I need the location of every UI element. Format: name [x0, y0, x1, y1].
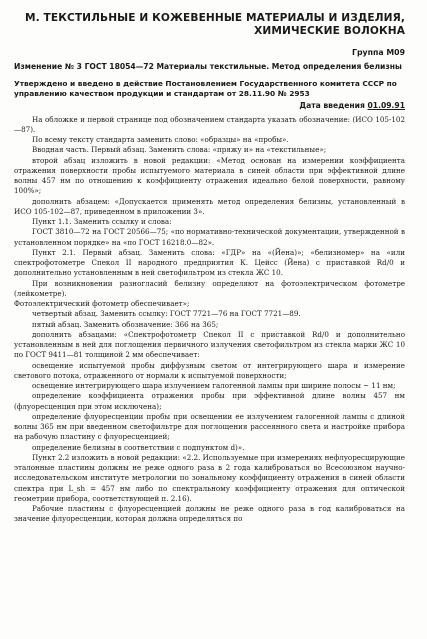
paragraph: Пункт 2.1. Первый абзац. Заменить слова: «ГДР» на «(Йена)»; «белизномер» на «или спектрофотометре Спекол II народного предприятия К. Цейсс (Йена) с приставкой Rd/0 и дополнительно установленным в ней светофильтром из стекла ЖС 10. — [14, 247, 405, 278]
paragraph: дополнить абзацем: «Допускается применять метод определения белизны, установленный в ИСО 105-102—87, приведенном в приложении 3». — [14, 196, 405, 216]
paragraph: При возникновении разногласий белизну определяют на фотоэлектрическом фотометре (лейкометре). — [14, 278, 405, 298]
section-title: М. ТЕКСТИЛЬНЫЕ И КОЖЕВЕННЫЕ МАТЕРИАЛЫ И ИЗДЕЛИЯ, ХИМИЧЕСКИЕ ВОЛОКНА — [24, 12, 405, 37]
paragraph: ГОСТ 3810—72 на ГОСТ 20566—75; «по нормативно-технической документации, утвержденной в установленном порядке» на «по ГОСТ 16218.0—82». — [14, 227, 405, 247]
group-code: Группа М09 — [352, 48, 405, 57]
effective-date-value: 01.09.91 — [367, 101, 405, 111]
paragraph: Рабочие пластины с флуоресценцией должны не реже одного раза в год калиброваться на значение флуоресценции, которая должна определяться по — [14, 504, 405, 524]
paragraph: определение коэффициента отражения пробы при эффективной длине волны 457 нм (флуоресценция при этом исключена); — [14, 391, 405, 411]
effective-date — [14, 101, 405, 111]
paragraph: Пункт 2.2 изложить в новой редакции: «2.2. Используемые при измерениях нефлуоресцирующие эталонные пластины должны не реже одного раза в 2 года калиброваться во Всесоюзном научно-исследовательском институте метрологии по зональному коэффициенту отражения в синей области спектра при L_sh = 457 нм либо по спектральному коэффициенту отражения для оптической геометрии прибора, соответствующей п. 2.16). — [14, 452, 405, 503]
paragraph: определение белизны в соответствии с подпунктом d)». — [32, 442, 245, 452]
paragraph: второй абзац изложить в новой редакции: «Метод основан на измерении коэффициента отражения поверхности пробы испытуемого материала в синей области при эффективной длине волны 457 нм по отношению к коэффициенту отражения идеально белой поверхности, равному 100%»; — [14, 155, 405, 196]
paragraph: По всему тексту стандарта заменить слово: «образцы» на «пробы». — [32, 135, 289, 145]
change-title: Изменение № 3 ГОСТ 18054—72 Материалы текстильные. Метод определения белизны — [14, 62, 402, 72]
paragraph: пятый абзац. Заменить обозначение: 366 на 365; — [32, 319, 219, 329]
effective-date-label: Дата введения — [299, 101, 365, 111]
paragraph: освещение интегрирующего шара излучением галогенной лампы при ширине полосы ~ 11 нм; — [32, 381, 396, 391]
paragraph: Фотоэлектрический фотометр обеспечивает»; — [14, 299, 190, 309]
paragraph: Вводная часть. Первый абзац. Заменить слова: «пряжу и» на «текстильные»; — [32, 145, 327, 155]
paragraph: освещение испытуемой пробы диффузным светом от интегрирующего шара и измерение светового потока, отраженного от нормали к испытуемой поверхности; — [14, 360, 405, 380]
paragraph: На обложке и первой странице под обозначением стандарта указать обозначение: (ИСО 105-102—87). — [14, 114, 405, 134]
approval-statement: Утверждено и введено в действие Постановлением Государственного комитета СССР по управлению качеством продукции и стандартам от 28.11.90 № 2953 — [14, 79, 397, 98]
paragraph: четвертый абзац. Заменить ссылку: ГОСТ 7721—76 на ГОСТ 7721—89. — [32, 309, 301, 319]
paragraph: определение флуоресценции пробы при освещении ее излучением галогенной лампы с длиной волны 365 нм при введенном светофильтре для поглощения рассеянного света и настройке прибора на рабочую пластину с флуоресценцией; — [14, 411, 405, 442]
paragraph: Пункт 1.1. Заменить ссылку и слова: — [32, 217, 172, 227]
paragraph: дополнить абзацами: «Спектрофотометр Спекол II с приставкой Rd/0 и дополнительно установленным в ней для поглощения первичного излучения светофильтром из стекла марки ЖС 10 по ГОСТ 9411—81 толщиной 2 мм обеспечивает: — [14, 329, 405, 360]
